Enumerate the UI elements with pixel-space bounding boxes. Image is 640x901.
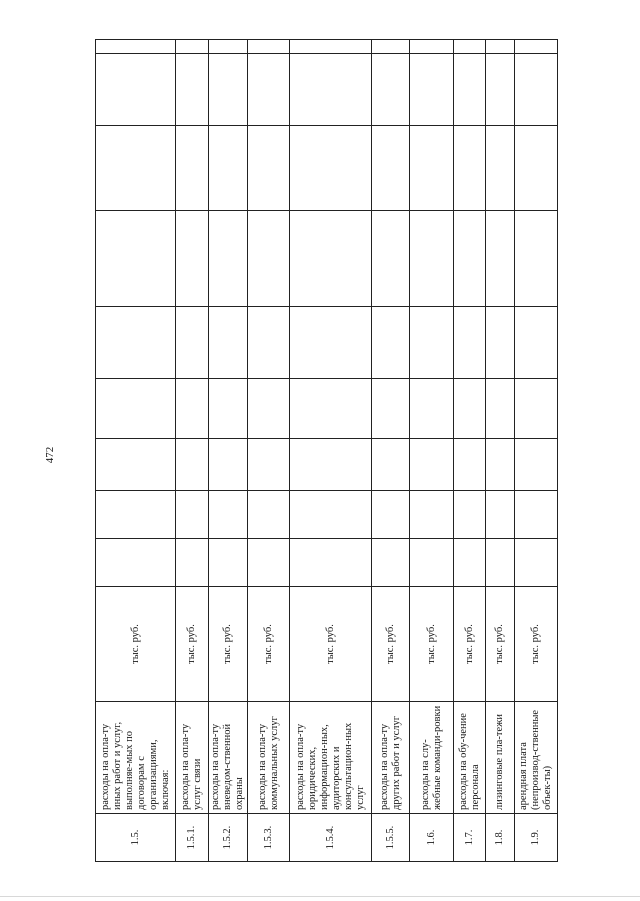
empty-cell (96, 491, 176, 539)
empty-cell (248, 307, 290, 379)
empty-cell (515, 379, 558, 439)
scan-edge-line (0, 896, 640, 897)
table-row (248, 40, 290, 862)
empty-cell (454, 379, 486, 439)
row-item-name: расходы на опла-ту коммунальных услуг (248, 702, 290, 814)
empty-cell (176, 439, 209, 491)
empty-cell (96, 211, 176, 307)
empty-cell (209, 211, 248, 307)
empty-cell (290, 307, 372, 379)
empty-cell (454, 491, 486, 539)
empty-cell (176, 307, 209, 379)
empty-cell (176, 491, 209, 539)
empty-cell (454, 307, 486, 379)
empty-cell (410, 379, 454, 439)
empty-cell (410, 307, 454, 379)
empty-cell (454, 539, 486, 587)
row-unit: тыс. руб. (410, 587, 454, 702)
empty-cell (486, 539, 515, 587)
row-number: 1.8. (486, 814, 515, 862)
empty-cell (454, 54, 486, 126)
empty-cell (209, 126, 248, 211)
empty-cell (209, 379, 248, 439)
empty-cell (372, 126, 410, 211)
row-item-name: расходы на опла-ту юридических, информацион-ных, аудиторских и консультацион-ных услуг (290, 702, 372, 814)
row-item-name: расходы на опла-ту других работ и услуг (372, 702, 410, 814)
empty-cell (96, 54, 176, 126)
empty-cell (515, 491, 558, 539)
table-row (209, 40, 248, 862)
empty-cell (410, 40, 454, 54)
empty-cell (290, 126, 372, 211)
row-item-name: расходы на слу-жебные команди-ровки (410, 702, 454, 814)
row-number: 1.5.4. (290, 814, 372, 862)
rotated-table-container (95, 40, 555, 862)
empty-cell (515, 54, 558, 126)
empty-cell (248, 539, 290, 587)
empty-cell (372, 439, 410, 491)
table-row (486, 40, 515, 862)
table-row (96, 40, 176, 862)
empty-cell (96, 539, 176, 587)
empty-cell (248, 439, 290, 491)
empty-cell (290, 491, 372, 539)
empty-cell (290, 211, 372, 307)
row-item-name: арендная плата (непроизвод-ственные объек-ты) (515, 702, 558, 814)
empty-cell (515, 307, 558, 379)
expenses-table (95, 39, 558, 862)
empty-cell (209, 54, 248, 126)
empty-cell (209, 40, 248, 54)
empty-cell (515, 126, 558, 211)
table-row (410, 40, 454, 862)
row-number: 1.5.2. (209, 814, 248, 862)
empty-cell (209, 439, 248, 491)
empty-cell (486, 307, 515, 379)
empty-cell (486, 491, 515, 539)
empty-cell (248, 40, 290, 54)
page-number: 472 (44, 446, 56, 464)
table-row (176, 40, 209, 862)
empty-cell (248, 54, 290, 126)
empty-cell (176, 126, 209, 211)
empty-cell (486, 126, 515, 211)
empty-cell (410, 211, 454, 307)
row-unit: тыс. руб. (486, 587, 515, 702)
row-unit: тыс. руб. (454, 587, 486, 702)
empty-cell (410, 126, 454, 211)
empty-cell (372, 379, 410, 439)
empty-cell (486, 439, 515, 491)
empty-cell (176, 379, 209, 439)
empty-cell (486, 54, 515, 126)
empty-cell (410, 439, 454, 491)
row-unit: тыс. руб. (372, 587, 410, 702)
empty-cell (290, 439, 372, 491)
empty-cell (486, 40, 515, 54)
empty-cell (290, 54, 372, 126)
row-item-name: расходы на опла-ту вневедом-ственной охраны (209, 702, 248, 814)
empty-cell (454, 439, 486, 491)
empty-cell (410, 539, 454, 587)
row-unit: тыс. руб. (515, 587, 558, 702)
empty-cell (248, 126, 290, 211)
empty-cell (515, 539, 558, 587)
row-unit: тыс. руб. (176, 587, 209, 702)
empty-cell (96, 439, 176, 491)
row-number: 1.5.3. (248, 814, 290, 862)
row-number: 1.5.1. (176, 814, 209, 862)
empty-cell (96, 379, 176, 439)
empty-cell (515, 439, 558, 491)
empty-cell (372, 54, 410, 126)
row-number: 1.5. (96, 814, 176, 862)
empty-cell (176, 40, 209, 54)
empty-cell (372, 539, 410, 587)
empty-cell (486, 379, 515, 439)
row-item-name: расходы на обу-чение персонала (454, 702, 486, 814)
empty-cell (248, 379, 290, 439)
row-item-name: лизинговые пла-тежи (486, 702, 515, 814)
empty-cell (290, 40, 372, 54)
empty-cell (96, 40, 176, 54)
table-row (515, 40, 558, 862)
empty-cell (515, 211, 558, 307)
empty-cell (410, 54, 454, 126)
row-unit: тыс. руб. (290, 587, 372, 702)
empty-cell (96, 307, 176, 379)
row-number: 1.7. (454, 814, 486, 862)
empty-cell (290, 379, 372, 439)
empty-cell (209, 307, 248, 379)
row-number: 1.6. (410, 814, 454, 862)
row-item-name: расходы на опла-ту иных работ и услуг, выполняе-мых по договорам с организациями, включая: (96, 702, 176, 814)
empty-cell (96, 126, 176, 211)
row-unit: тыс. руб. (209, 587, 248, 702)
empty-cell (248, 491, 290, 539)
row-unit: тыс. руб. (96, 587, 176, 702)
empty-cell (372, 40, 410, 54)
table-row (454, 40, 486, 862)
table-row (372, 40, 410, 862)
empty-cell (486, 211, 515, 307)
empty-cell (248, 211, 290, 307)
empty-cell (372, 491, 410, 539)
empty-cell (410, 491, 454, 539)
empty-cell (176, 211, 209, 307)
table-row (290, 40, 372, 862)
row-unit: тыс. руб. (248, 587, 290, 702)
row-number: 1.9. (515, 814, 558, 862)
empty-cell (372, 307, 410, 379)
empty-cell (454, 211, 486, 307)
empty-cell (290, 539, 372, 587)
empty-cell (209, 539, 248, 587)
empty-cell (176, 54, 209, 126)
empty-cell (176, 539, 209, 587)
row-item-name: расходы на опла-ту услуг связи (176, 702, 209, 814)
empty-cell (454, 40, 486, 54)
empty-cell (209, 491, 248, 539)
empty-cell (515, 40, 558, 54)
row-number: 1.5.5. (372, 814, 410, 862)
empty-cell (372, 211, 410, 307)
empty-cell (454, 126, 486, 211)
